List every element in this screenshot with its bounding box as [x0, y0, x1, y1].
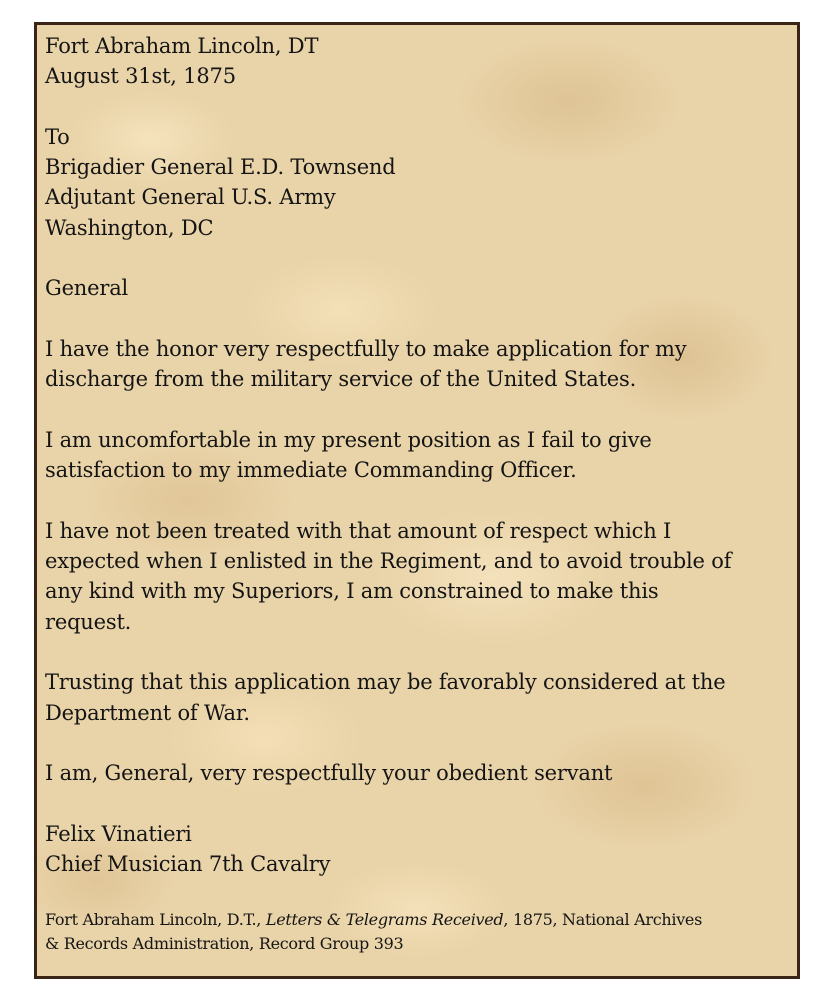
spacer [45, 304, 795, 334]
spacer [45, 788, 795, 818]
paragraph-4-line-1: Trusting that this application may be favorably considered at the [45, 670, 726, 695]
spacer [45, 243, 795, 273]
source-citation [45, 908, 797, 956]
spacer [45, 728, 795, 758]
citation-suffix: , 1875, National Archives [503, 910, 703, 929]
citation-line-1 [45, 908, 797, 932]
recipient-title: Adjutant General U.S. Army [45, 185, 336, 210]
spacer [45, 92, 795, 122]
letter-body [45, 31, 795, 879]
spacer [45, 485, 795, 515]
spacer [45, 637, 795, 667]
paragraph-1-line-2: discharge from the military service of the United States. [45, 367, 637, 392]
signature-title: Chief Musician 7th Cavalry [45, 852, 331, 877]
salutation: General [45, 276, 129, 301]
paragraph-2-line-2: satisfaction to my immediate Commanding Officer. [45, 458, 577, 483]
paragraph-3-line-2: expected when I enlisted in the Regiment, and to avoid trouble of [45, 549, 732, 574]
closing: I am, General, very respectfully your obedient servant [45, 761, 613, 786]
citation-prefix: Fort Abraham Lincoln, D.T., [45, 910, 266, 929]
citation-line-2: & Records Administration, Record Group 393 [45, 934, 404, 953]
paragraph-2-line-1: I am uncomfortable in my present position as I fail to give [45, 427, 652, 452]
paragraph-4-line-2: Department of War. [45, 700, 250, 725]
paragraph-1-line-1: I have the honor very respectfully to make application for my [45, 336, 687, 361]
recipient-name: Brigadier General E.D. Townsend [45, 155, 396, 180]
recipient-location: Washington, DC [45, 215, 214, 240]
paragraph-3-line-4: request. [45, 609, 132, 634]
citation-title: Letters & Telegrams Received [265, 910, 504, 929]
signature-name: Felix Vinatieri [45, 821, 192, 846]
spacer [45, 395, 795, 425]
letter-to: To [45, 124, 70, 149]
paragraph-3-line-3: any kind with my Superiors, I am constrained to make this [45, 579, 659, 604]
paragraph-3-line-1: I have not been treated with that amount of respect which I [45, 518, 672, 543]
letter-date: August 31st, 1875 [45, 64, 236, 89]
letter-place: Fort Abraham Lincoln, DT [45, 34, 319, 58]
letter-frame [34, 22, 800, 979]
